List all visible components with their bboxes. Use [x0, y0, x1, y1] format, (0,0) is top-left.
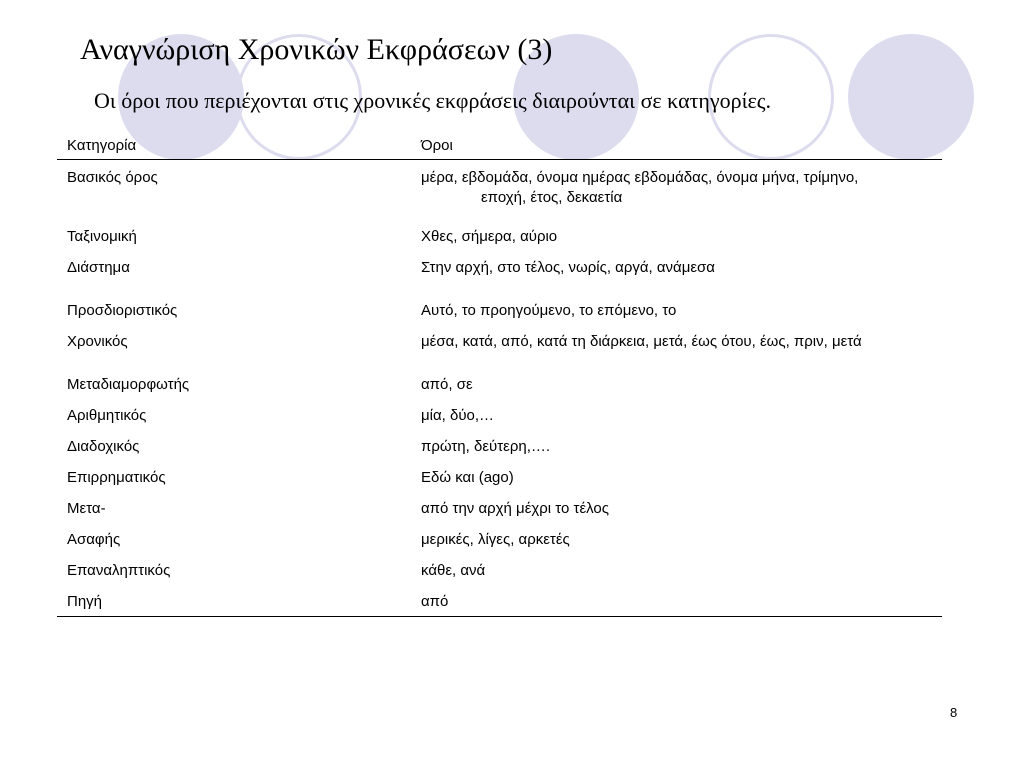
- table-row: [57, 295, 942, 326]
- terms-table: [57, 131, 942, 617]
- category-cell: Χρονικός: [67, 332, 128, 350]
- category-cell: Μετα-: [67, 499, 106, 517]
- terms-cell: πρώτη, δεύτερη,….: [421, 437, 551, 455]
- terms-cell: Στην αρχή, στο τέλος, νωρίς, αργά, ανάμεσα: [421, 258, 715, 276]
- terms-cell: [411, 160, 942, 221]
- table-row: [57, 555, 942, 586]
- terms-cell: από, σε: [421, 375, 473, 393]
- table-row: [57, 586, 942, 617]
- terms-cell: μερικές, λίγες, αρκετές: [421, 530, 570, 548]
- category-cell: Επαναληπτικός: [67, 561, 171, 579]
- category-cell: Μεταδιαμορφωτής: [67, 375, 190, 393]
- terms-cell: Αυτό, το προηγούμενο, το επόμενο, το: [421, 301, 677, 319]
- table-row: [57, 369, 942, 400]
- table-row: [57, 493, 942, 524]
- category-cell: Διαδοχικός: [67, 437, 140, 455]
- category-cell: Αριθμητικός: [67, 406, 147, 424]
- table-row: [57, 326, 942, 369]
- terms-cell: μέσα, κατά, από, κατά τη διάρκεια, μετά, έως ότου, έως, πριν, μετά: [421, 332, 862, 350]
- slide-title: Αναγνώριση Χρονικών Εκφράσεων (3): [80, 33, 553, 66]
- category-cell: Ασαφής: [67, 530, 121, 548]
- terms-cell: Χθες, σήμερα, αύριο: [421, 227, 558, 245]
- terms-cell: Εδώ και (ago): [421, 468, 514, 486]
- terms-cell: από την αρχή μέχρι το τέλος: [421, 499, 609, 517]
- category-cell: Διάστημα: [67, 258, 130, 276]
- table-row: [57, 221, 942, 252]
- table-row: [57, 462, 942, 493]
- terms-cell: κάθε, ανά: [421, 561, 486, 579]
- header-category: Κατηγορία: [57, 131, 411, 160]
- table-header-row: [57, 131, 942, 160]
- slide-subtitle: Οι όροι που περιέχονται στις χρονικές εκφράσεις διαιρούνται σε κατηγορίες.: [94, 88, 772, 113]
- table-row: [57, 160, 942, 221]
- table-row: [57, 431, 942, 462]
- page-number: 8: [950, 705, 958, 720]
- terms-cell: μία, δύο,…: [421, 406, 495, 424]
- category-cell: Επιρρηματικός: [67, 468, 166, 486]
- terms-text-continued: εποχή, έτος, δεκαετία: [481, 189, 623, 206]
- table-row: [57, 524, 942, 555]
- category-cell: Προσδιοριστικός: [67, 301, 178, 319]
- terms-cell: από: [411, 586, 942, 617]
- table-row: [57, 400, 942, 431]
- terms-text: μέρα, εβδομάδα, όνομα ημέρας εβδομάδας, όνομα μήνα, τρίμηνο,: [421, 169, 859, 186]
- table-row: [57, 252, 942, 295]
- category-cell: Ταξινομική: [67, 227, 137, 245]
- header-terms: Όροι: [411, 131, 942, 160]
- category-cell: Βασικός όρος: [67, 169, 158, 186]
- category-cell: Πηγή: [57, 586, 411, 617]
